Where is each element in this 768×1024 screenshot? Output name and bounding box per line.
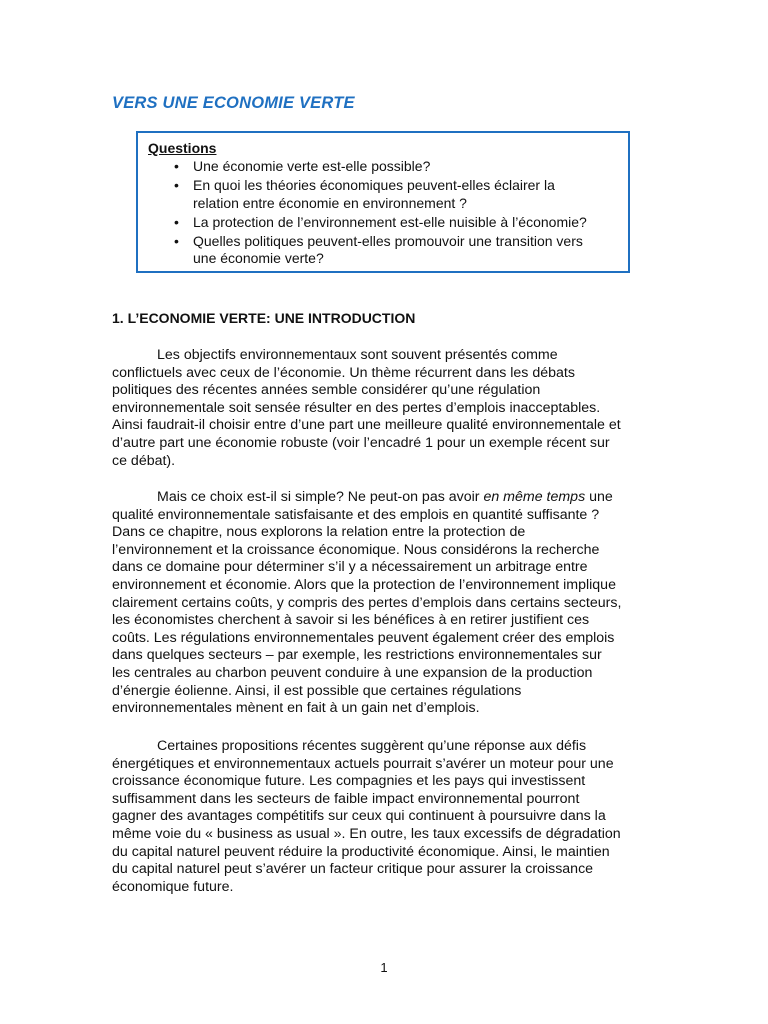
page-number: 1 bbox=[380, 960, 388, 975]
paragraph-2: Mais ce choix est-il si simple? Ne peut-on pas avoir en même temps une qualité environnementale satisfaisante et des emplois en quantité suffisante ? Dans ce chapitre, nous explorons la relation entre la protection de l’environnement et la croissance économique. Nous considérons la recherche dans ce domaine pour déterminer s’il y a nécessairement un arbitrage entre environnement et économie. Alors que la protection de l’environnement implique clairement certains coûts, y compris des pertes d’emplois dans certains secteurs, les économistes cherchent à savoir si les bénéfices à en retirer justifient ces coûts. Les régulations environnementales peuvent également créer des emplois dans quelques secteurs – par exemple, les restrictions environnementales sur les centrales au charbon peuvent conduire à une expansion de la production d’énergie éolienne. Ainsi, il est possible que certaines régulations environnementales mènent en fait à un gain net d’emplois. bbox=[112, 489, 622, 717]
questions-heading: Questions bbox=[148, 140, 217, 156]
question-item: • Quelles politiques peuvent-elles promouvoir une transition vers une économie verte? bbox=[174, 232, 583, 266]
bullet-icon: • bbox=[174, 213, 179, 230]
document-title: VERS UNE ECONOMIE VERTE bbox=[112, 94, 355, 112]
bullet-icon: • bbox=[174, 158, 179, 174]
question-item: • Une économie verte est-elle possible? bbox=[174, 158, 431, 174]
bullet-icon: • bbox=[174, 177, 179, 193]
paragraph-1: Les objectifs environnementaux sont souvent présentés comme conflictuels avec ceux de l’économie. Un thème récurrent dans les débats politiques des récentes années semble considérer qu’une régulation environnementale soit sensée résulter en des pertes d’emplois inacceptables. Ainsi faudrait-il choisir entre d’une part une meilleure qualité environnementale et d’autre part une économie robuste (voir l’encadré 1 pour un exemple récent sur ce débat). bbox=[112, 347, 621, 469]
bullet-icon: • bbox=[174, 232, 179, 249]
emphasis-text: en même temps bbox=[483, 489, 586, 505]
question-item: • En quoi les théories économiques peuvent-elles éclairer la relation entre économie en environnement ? bbox=[174, 177, 555, 211]
question-item: • La protection de l’environnement est-elle nuisible à l’économie? bbox=[174, 213, 587, 230]
section-heading: 1. L’ECONOMIE VERTE: UNE INTRODUCTION bbox=[112, 310, 416, 326]
questions-list bbox=[138, 158, 628, 268]
paragraph-3: Certaines propositions récentes suggèrent qu’une réponse aux défis énergétiques et environnementaux actuels pourrait s’avérer un moteur pour une croissance économique future. Les compagnies et les pays qui investissent suffisamment dans les secteurs de faible impact environnemental pourront gagner des avantages compétitifs sur ceux qui continuent à poursuivre dans la même voie du « business as usual ». En outre, les taux excessifs de dégradation du capital naturel peuvent réduire la productivité économique. Ainsi, le maintien du capital naturel peut s’avérer un facteur critique pour assurer la croissance économique future. bbox=[112, 738, 621, 895]
questions-box bbox=[136, 131, 630, 273]
